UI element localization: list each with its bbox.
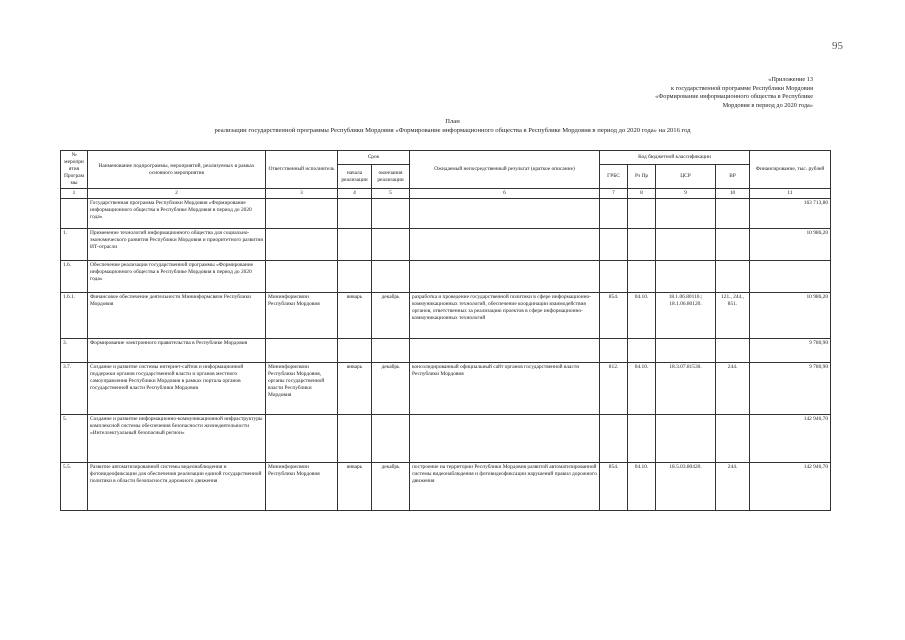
header-row [61, 151, 831, 165]
cell-executor: Мининформсвязи Республики Мордовия [266, 463, 338, 511]
header-term-end: окончания реализации [372, 165, 410, 189]
cell-grbs: 854. [600, 293, 628, 339]
cell-executor [266, 229, 338, 261]
cell-end [372, 339, 410, 363]
column-number: 1 [61, 189, 88, 199]
cell-start: январь [338, 293, 372, 339]
column-number: 11 [750, 189, 831, 199]
cell-csr [656, 415, 716, 463]
table-row [61, 261, 831, 293]
header-grbs: ГРБС [600, 165, 628, 189]
cell-result: разработка и проведение государственной политики в сфере информационно-коммуникационных технологий, обеспечение координации взаимодействия органов, ответственных за реализацию проектов в сфере информационно-коммуникационных технологий [410, 293, 600, 339]
cell-start [338, 261, 372, 293]
cell-start: январь [338, 363, 372, 415]
cell-start: январь [338, 463, 372, 511]
plan-title-heading: План [445, 118, 460, 125]
cell-end: декабрь [372, 363, 410, 415]
cell-rzpr: 04.10. [628, 463, 656, 511]
cell-end [372, 415, 410, 463]
cell-finance: 163 713,80 [750, 199, 831, 229]
column-number: 3 [266, 189, 338, 199]
cell-result [410, 415, 600, 463]
cell-grbs [600, 261, 628, 293]
cell-name: Финансовое обеспечение деятельности Мининформсвязи Республики Мордовия [88, 293, 266, 339]
table-row [61, 463, 831, 511]
plan-title [0, 117, 905, 135]
cell-rzpr [628, 415, 656, 463]
cell-end [372, 199, 410, 229]
cell-end: декабрь [372, 463, 410, 511]
cell-end [372, 261, 410, 293]
header-rzpr: Рз Пр [628, 165, 656, 189]
plan-title-subheading: реализации государственной программы Республики Мордовия «Формирование информационного общества в Республике Мордовия в период до 2020 года» на 2016 год [214, 127, 691, 134]
cell-rzpr [628, 199, 656, 229]
cell-csr [656, 339, 716, 363]
cell-name: Формирование электронного правительства в Республике Мордовия [88, 339, 266, 363]
cell-executor: Мининформсвязи Республики Мордовия [266, 293, 338, 339]
column-number: 8 [628, 189, 656, 199]
cell-csr: 18.5.03.80420. [656, 463, 716, 511]
column-number-row [61, 189, 831, 199]
cell-finance [750, 261, 831, 293]
cell-executor [266, 415, 338, 463]
cell-finance: 9 780,90 [750, 363, 831, 415]
cell-executor [266, 199, 338, 229]
table-row [61, 293, 831, 339]
cell-start [338, 339, 372, 363]
cell-rzpr: 04.10. [628, 363, 656, 415]
cell-rzpr: 04.10. [628, 293, 656, 339]
cell-num: 5. [61, 415, 88, 463]
cell-finance: 10 986,20 [750, 229, 831, 261]
cell-start [338, 415, 372, 463]
column-number: 6 [410, 189, 600, 199]
header-executor: Ответственный исполнитель [266, 151, 338, 189]
cell-csr [656, 199, 716, 229]
cell-finance: 9 780,90 [750, 339, 831, 363]
plan-table [60, 150, 831, 511]
header-vr: ВР [716, 165, 750, 189]
cell-csr: 18.3.07.81530. [656, 363, 716, 415]
header-name: Наименование подпрограммы, мероприятий, реализуемых в рамках основного мероприятия [88, 151, 266, 189]
cell-num: 5.5. [61, 463, 88, 511]
cell-end: декабрь [372, 293, 410, 339]
cell-name: Государственная программа Республики Мордовия «Формирование информационного общества в Республике Мордовия в период до 2020 года» [88, 199, 266, 229]
cell-grbs [600, 415, 628, 463]
appendix-line: «Приложение 13 [768, 76, 813, 83]
cell-executor: Мининформсвязи Республики Мордовия, органы государственной власти Республики Мордовия [266, 363, 338, 415]
cell-vr: 244. [716, 463, 750, 511]
cell-grbs: 812. [600, 363, 628, 415]
page-number: 95 [832, 40, 843, 52]
cell-name: Создание и развитие системы интернет-сайтов и информационной поддержки органов государственной власти и органов местного самоуправления Республики Мордовия в рамках портала органов государственной власти Республики Мордовия [88, 363, 266, 415]
cell-executor [266, 261, 338, 293]
cell-finance: 142 946,70 [750, 463, 831, 511]
cell-result [410, 229, 600, 261]
cell-num: 1. [61, 229, 88, 261]
table-row [61, 339, 831, 363]
cell-rzpr [628, 261, 656, 293]
table-row [61, 229, 831, 261]
cell-result: консолидированный официальный сайт органов государственной власти Республики Мордовия [410, 363, 600, 415]
cell-result [410, 339, 600, 363]
cell-start [338, 229, 372, 261]
cell-rzpr [628, 339, 656, 363]
header-code: Код бюджетной классификации [600, 151, 750, 165]
cell-num: 3.7. [61, 363, 88, 415]
cell-vr [716, 229, 750, 261]
column-number: 5 [372, 189, 410, 199]
cell-num: 3. [61, 339, 88, 363]
appendix-line: к государственной программе Республики Мордовия [670, 84, 813, 92]
column-number: 10 [716, 189, 750, 199]
cell-name: Создание и развитие информационно-коммуникационной инфраструктуры комплексной системы обеспечения безопасности жизнедеятельности «Интеллектуальный безопасный регион» [88, 415, 266, 463]
cell-finance: 10 986,20 [750, 293, 831, 339]
cell-name: Применение технологий информационного общества для социально-экономического развития Республики Мордовия и приоритетного развития ИТ-отрасли [88, 229, 266, 261]
cell-result [410, 261, 600, 293]
cell-result: построение на территории Республики Мордовия развитой автоматизированной системы видеонаблюдения и фотовидеофиксации нарушений правил дорожного движения [410, 463, 600, 511]
cell-end [372, 229, 410, 261]
cell-grbs [600, 229, 628, 261]
cell-rzpr [628, 229, 656, 261]
cell-grbs: 854. [600, 463, 628, 511]
column-number: 7 [600, 189, 628, 199]
header-term: Срок [338, 151, 410, 165]
cell-grbs [600, 339, 628, 363]
cell-num [61, 199, 88, 229]
cell-vr [716, 261, 750, 293]
table-row [61, 363, 831, 415]
appendix-line: Мордовия в период до 2020 года» [722, 102, 813, 110]
cell-vr [716, 199, 750, 229]
header-term-start: начала реализации [338, 165, 372, 189]
appendix-line: «Формирование информационного общества в Республике [655, 93, 813, 101]
column-number: 4 [338, 189, 372, 199]
cell-csr [656, 261, 716, 293]
column-number: 2 [88, 189, 266, 199]
cell-grbs [600, 199, 628, 229]
header-finance: Финансирование, тыс. рублей [750, 151, 831, 189]
table-row [61, 199, 831, 229]
table-row [61, 415, 831, 463]
header-csr: ЦСР [656, 165, 716, 189]
cell-num: 1.6. [61, 261, 88, 293]
cell-vr [716, 339, 750, 363]
header-result: Ожидаемый непосредственный результат (краткое описание) [410, 151, 600, 189]
cell-vr [716, 415, 750, 463]
cell-num: 1.6.1. [61, 293, 88, 339]
cell-csr: 18.1.06.80110.; 18.1.06.80120. [656, 293, 716, 339]
cell-name: Развитие автоматизированной системы видеонаблюдения и фотовидеофиксации для обеспечения реализации единой государственной политики в области безопасности дорожного движения [88, 463, 266, 511]
cell-start [338, 199, 372, 229]
cell-finance: 142 946,70 [750, 415, 831, 463]
cell-name: Обеспечение реализации государственной программы «Формирование информационного общества в Республике Мордовия в период до 2020 года» [88, 261, 266, 293]
appendix-block [603, 76, 813, 111]
column-number: 9 [656, 189, 716, 199]
cell-vr: 244. [716, 363, 750, 415]
cell-executor [266, 339, 338, 363]
cell-vr: 121., 244., 851. [716, 293, 750, 339]
cell-result [410, 199, 600, 229]
cell-csr [656, 229, 716, 261]
header-num: № мероприятия Программы [61, 151, 88, 189]
